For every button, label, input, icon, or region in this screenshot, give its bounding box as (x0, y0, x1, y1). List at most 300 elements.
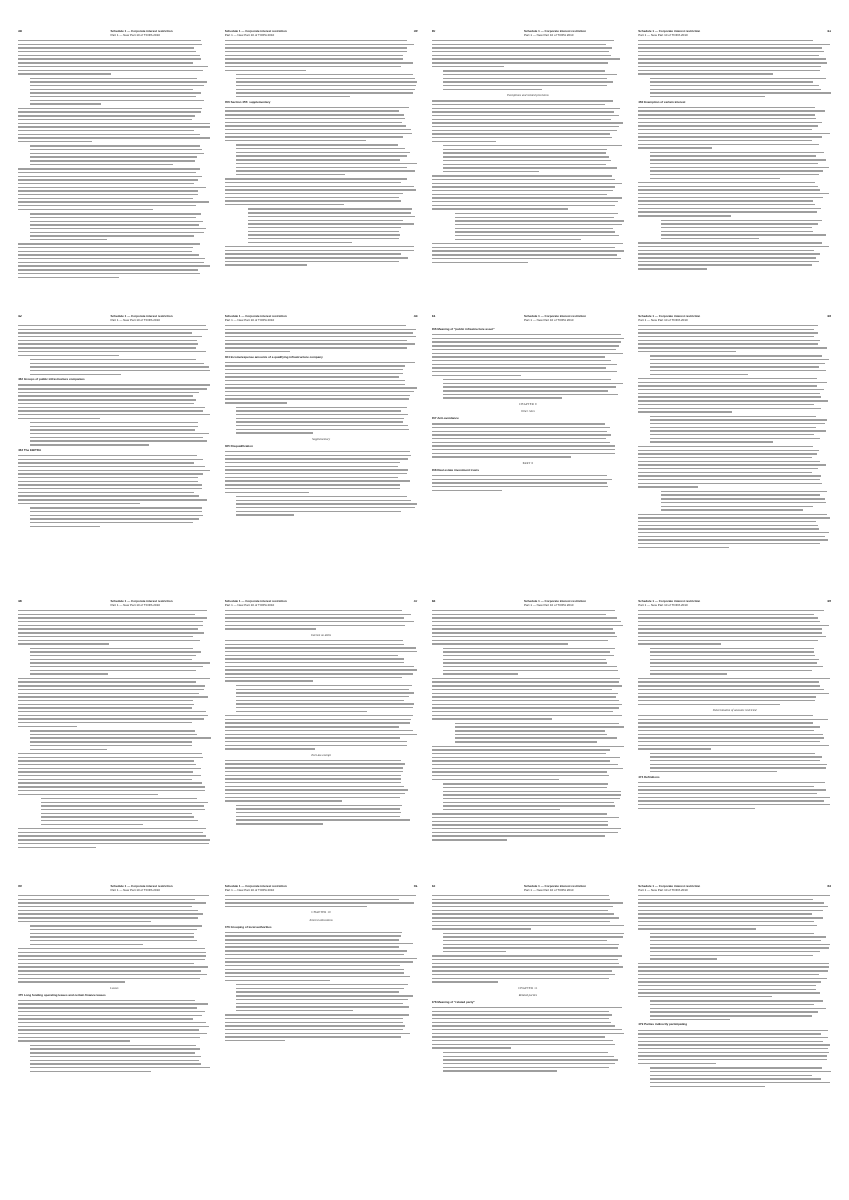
text-line (661, 234, 826, 235)
text-line (41, 798, 197, 799)
text-line (18, 205, 196, 206)
text-line (638, 400, 828, 401)
text-line (18, 459, 203, 460)
text-line (18, 625, 203, 626)
text-line (18, 790, 205, 791)
text-line (18, 832, 203, 833)
text-line (225, 939, 399, 940)
text-line (638, 719, 827, 720)
text-line (638, 189, 820, 190)
text-line (650, 423, 825, 424)
text-line (650, 760, 820, 761)
text-line (432, 981, 499, 982)
text-line (432, 186, 616, 187)
text-line (225, 789, 408, 790)
running-title: Schedule 1 — Corporate interest restriction (524, 885, 587, 888)
text-line (432, 479, 612, 480)
text-line (225, 458, 408, 459)
text-line (432, 104, 606, 105)
text-line (236, 148, 405, 149)
text-line (650, 933, 814, 934)
text-line (18, 108, 202, 109)
text-line (225, 484, 400, 485)
text-line (248, 231, 399, 232)
text-line (236, 511, 401, 512)
text-line (432, 137, 612, 138)
text-line (30, 153, 205, 154)
page-number: 48 (431, 600, 436, 603)
text-line (236, 174, 345, 175)
text-line (225, 677, 402, 678)
text-line (455, 734, 607, 735)
text-line (18, 828, 206, 829)
text-line (650, 1078, 821, 1079)
text-line (443, 383, 623, 384)
document-page (18, 30, 211, 305)
text-line (30, 655, 197, 656)
text-line (432, 978, 610, 979)
text-line (18, 1015, 202, 1016)
text-line (225, 70, 306, 71)
page-body (18, 325, 211, 527)
text-line (638, 1052, 829, 1053)
text-line (432, 58, 621, 59)
text-line (443, 809, 560, 810)
text-line (18, 693, 199, 694)
text-line (650, 416, 816, 417)
text-line (225, 182, 401, 183)
document-page (225, 315, 418, 590)
text-line (236, 85, 416, 86)
text-line (225, 488, 400, 489)
page-header (225, 30, 418, 39)
running-subtitle: Part 1 — New Part 10 of TIOPA 2010 (224, 602, 275, 607)
running-title: Schedule 1 — Corporate interest restriction (224, 315, 287, 318)
running-title: Schedule 1 — Corporate interest restriction (638, 885, 701, 888)
text-line (225, 644, 404, 645)
text-line (18, 172, 196, 173)
text-line (225, 767, 403, 768)
text-line (432, 1044, 616, 1045)
text-line (18, 1007, 197, 1008)
text-line (248, 208, 412, 209)
text-line (18, 329, 208, 330)
text-line (443, 1059, 618, 1060)
text-line (432, 51, 610, 52)
text-line (455, 235, 619, 236)
text-line (18, 134, 200, 135)
text-line (225, 1036, 401, 1037)
text-line (432, 715, 622, 716)
page-number: 45 (827, 315, 831, 318)
running-title: Schedule 1 — Corporate interest restriction (110, 885, 173, 888)
text-line (225, 380, 405, 381)
text-line (236, 805, 401, 806)
text-line (638, 378, 816, 379)
text-line (18, 895, 209, 896)
running-subtitle: Part 1 — New Part 10 of TIOPA 2010 (110, 602, 160, 607)
text-line (18, 779, 192, 780)
text-line (443, 74, 617, 75)
text-line (432, 913, 615, 914)
text-line (30, 670, 197, 671)
text-line (455, 224, 622, 225)
text-line (638, 978, 827, 979)
text-line (638, 981, 820, 982)
text-line (18, 621, 203, 622)
text-line (225, 1029, 403, 1030)
text-line (638, 186, 818, 187)
text-line (432, 817, 620, 818)
section-heading: 475 Long funding operating leases and certain finance leases (18, 992, 106, 997)
text-line (432, 625, 624, 626)
text-line (638, 525, 817, 526)
text-line (432, 375, 522, 376)
text-line (432, 122, 623, 123)
text-line (225, 651, 417, 652)
text-line (443, 944, 619, 945)
text-line (30, 659, 192, 660)
text-line (18, 917, 198, 918)
text-line (225, 760, 401, 761)
text-line (638, 382, 827, 383)
text-line (638, 133, 830, 134)
text-line (432, 247, 616, 248)
text-line (225, 895, 416, 896)
text-line (30, 228, 207, 229)
text-line (30, 1048, 200, 1049)
text-line (638, 804, 830, 805)
text-line (432, 685, 622, 686)
text-line (30, 156, 197, 157)
text-line (432, 1022, 612, 1023)
text-line (225, 466, 398, 467)
text-line (236, 696, 409, 697)
text-line (638, 468, 818, 469)
document-page (432, 600, 625, 875)
text-line (661, 231, 813, 232)
text-line (18, 678, 210, 679)
text-line (30, 359, 196, 360)
text-line (18, 47, 194, 48)
text-line (432, 353, 623, 354)
text-line (650, 1000, 824, 1001)
text-line (638, 1033, 821, 1034)
text-line (638, 193, 829, 194)
document-page (18, 885, 211, 1160)
text-line (638, 211, 816, 212)
text-line (236, 823, 322, 824)
page-header (225, 315, 418, 324)
text-line (638, 182, 815, 183)
text-line (443, 940, 607, 941)
text-line (236, 78, 414, 79)
text-line (638, 974, 819, 975)
text-line (661, 494, 820, 495)
text-line (638, 215, 731, 216)
text-line (30, 933, 195, 934)
text-line (638, 483, 822, 484)
text-line (225, 387, 417, 388)
text-line (443, 1056, 614, 1057)
text-line (225, 373, 403, 374)
document-page (638, 30, 831, 305)
text-line (30, 666, 204, 667)
section-heading: 456 Section 455: supplementary (224, 99, 271, 104)
text-line (432, 718, 553, 719)
text-line (638, 204, 815, 205)
text-line (225, 797, 400, 798)
text-line (432, 928, 531, 929)
text-line (236, 432, 313, 433)
text-line (432, 108, 620, 109)
text-line (638, 453, 817, 454)
text-line (638, 110, 825, 111)
text-line (41, 802, 208, 803)
text-line (443, 379, 611, 380)
text-line (248, 212, 411, 213)
text-line (443, 794, 620, 795)
text-line (18, 119, 192, 120)
text-line (236, 170, 415, 171)
text-line (18, 168, 200, 169)
text-line (650, 1071, 831, 1072)
text-line (18, 198, 193, 199)
text-line (432, 356, 606, 357)
text-line (443, 85, 607, 86)
text-line (443, 666, 617, 667)
text-line (638, 264, 812, 265)
text-line (638, 696, 816, 697)
text-line (650, 651, 814, 652)
text-line (18, 115, 195, 116)
text-line (225, 1040, 285, 1041)
text-line (650, 78, 826, 79)
running-title: Schedule 1 — Corporate interest restriction (524, 30, 587, 33)
text-line (225, 715, 413, 716)
text-line (225, 647, 416, 648)
text-line (18, 843, 209, 844)
text-line (18, 407, 205, 408)
text-line (432, 628, 613, 629)
text-line (638, 917, 823, 918)
text-line (650, 662, 817, 663)
text-line (236, 81, 417, 82)
chapter-heading: Other rules (521, 408, 535, 413)
text-line (225, 329, 416, 330)
text-line (432, 175, 613, 176)
text-line (225, 197, 399, 198)
text-line (443, 648, 615, 649)
text-line (236, 414, 407, 415)
text-line (236, 1006, 408, 1007)
page-number: 53 (827, 885, 831, 888)
document-page (432, 315, 625, 590)
text-line (236, 685, 411, 686)
text-line (638, 895, 830, 896)
text-line (443, 791, 621, 792)
text-line (432, 1018, 609, 1019)
text-line (236, 692, 414, 693)
text-line (650, 438, 821, 439)
text-line (236, 988, 403, 989)
text-line (432, 1007, 622, 1008)
text-line (225, 340, 407, 341)
text-line (432, 899, 611, 900)
text-line (225, 58, 403, 59)
text-line (18, 62, 193, 63)
text-line (443, 1067, 609, 1068)
text-line (650, 753, 815, 754)
text-line (225, 186, 414, 187)
text-line (650, 174, 820, 175)
section-heading: 468 Real estate investment trusts (431, 467, 480, 472)
text-line (432, 764, 618, 765)
text-line (443, 156, 609, 157)
text-line (41, 824, 143, 825)
text-line (638, 902, 824, 903)
text-line (225, 662, 405, 663)
text-line (236, 707, 412, 708)
text-line (432, 482, 607, 483)
text-line (18, 617, 207, 618)
text-line (432, 490, 503, 491)
page-header (432, 30, 625, 39)
text-line (18, 499, 207, 500)
text-line (638, 913, 812, 914)
text-line (30, 737, 211, 738)
text-line (650, 947, 829, 948)
text-line (432, 902, 624, 903)
text-line (18, 247, 193, 248)
chapter-heading: Interest on debts (311, 632, 332, 637)
text-line (236, 984, 407, 985)
text-line (30, 363, 204, 364)
text-line (432, 768, 623, 769)
text-line (18, 1033, 207, 1034)
text-line (18, 952, 206, 953)
text-line (18, 403, 194, 404)
section-heading: 479 Parties indirectly participating (638, 1022, 688, 1027)
text-line (18, 704, 194, 705)
text-line (638, 928, 756, 929)
text-line (432, 62, 608, 63)
text-line (30, 96, 196, 97)
page-body (432, 40, 625, 263)
text-line (225, 250, 415, 251)
text-line (443, 394, 618, 395)
text-line (661, 502, 826, 503)
text-line (443, 802, 614, 803)
document-page (638, 315, 831, 590)
text-line (432, 974, 616, 975)
text-line (661, 238, 758, 239)
text-line (638, 411, 732, 412)
text-line (650, 374, 748, 375)
text-line (638, 114, 815, 115)
text-line (225, 961, 413, 962)
text-line (432, 693, 618, 694)
text-line (18, 40, 201, 41)
text-line (225, 730, 414, 731)
text-line (225, 473, 407, 474)
text-line (236, 808, 399, 809)
running-subtitle: Part 1 — New Part 10 of TIOPA 2010 (638, 887, 688, 892)
text-line (650, 936, 826, 937)
text-line (432, 349, 616, 350)
text-line (225, 469, 408, 470)
text-line (443, 1052, 608, 1053)
text-line (432, 1014, 612, 1015)
text-line (432, 1040, 614, 1041)
page-header (18, 315, 211, 324)
text-line (432, 704, 623, 705)
text-line (18, 273, 200, 274)
text-line (236, 421, 403, 422)
text-line (432, 832, 618, 833)
text-line (18, 689, 204, 690)
text-line (650, 1086, 765, 1087)
text-line (443, 171, 539, 172)
text-line (443, 662, 607, 663)
document-page (18, 600, 211, 875)
text-line (18, 466, 205, 467)
text-line (225, 44, 415, 45)
text-line (18, 194, 198, 195)
text-line (455, 726, 624, 727)
chapter-heading: Supplementary (312, 436, 331, 441)
text-line (225, 462, 400, 463)
text-line (236, 167, 407, 168)
text-line (18, 70, 203, 71)
text-line (638, 547, 729, 548)
text-line (18, 44, 202, 45)
text-line (225, 391, 414, 392)
text-line (638, 472, 812, 473)
running-subtitle: Part 1 — New Part 10 of TIOPA 2010 (638, 602, 688, 607)
text-line (650, 359, 829, 360)
text-line (432, 442, 610, 443)
text-line (443, 651, 610, 652)
text-line (432, 486, 608, 487)
text-line (18, 503, 140, 504)
text-line (432, 1036, 606, 1037)
text-line (432, 824, 608, 825)
text-line (432, 689, 612, 690)
text-line (638, 528, 819, 529)
text-line (30, 81, 207, 82)
text-line (638, 385, 816, 386)
text-line (41, 816, 194, 817)
text-line (443, 89, 542, 90)
text-line (638, 910, 823, 911)
text-line (18, 332, 192, 333)
text-line (432, 749, 611, 750)
text-line (432, 345, 620, 346)
running-subtitle: Part 1 — New Part 10 of TIOPA 2010 (110, 887, 160, 892)
text-line (443, 78, 607, 79)
text-line (18, 963, 194, 964)
text-line (18, 902, 206, 903)
text-line (18, 262, 204, 263)
text-line (638, 107, 814, 108)
text-line (18, 1026, 209, 1027)
text-line (18, 492, 194, 493)
text-line (18, 771, 193, 772)
text-line (30, 85, 205, 86)
text-line (18, 495, 199, 496)
text-line (638, 899, 813, 900)
